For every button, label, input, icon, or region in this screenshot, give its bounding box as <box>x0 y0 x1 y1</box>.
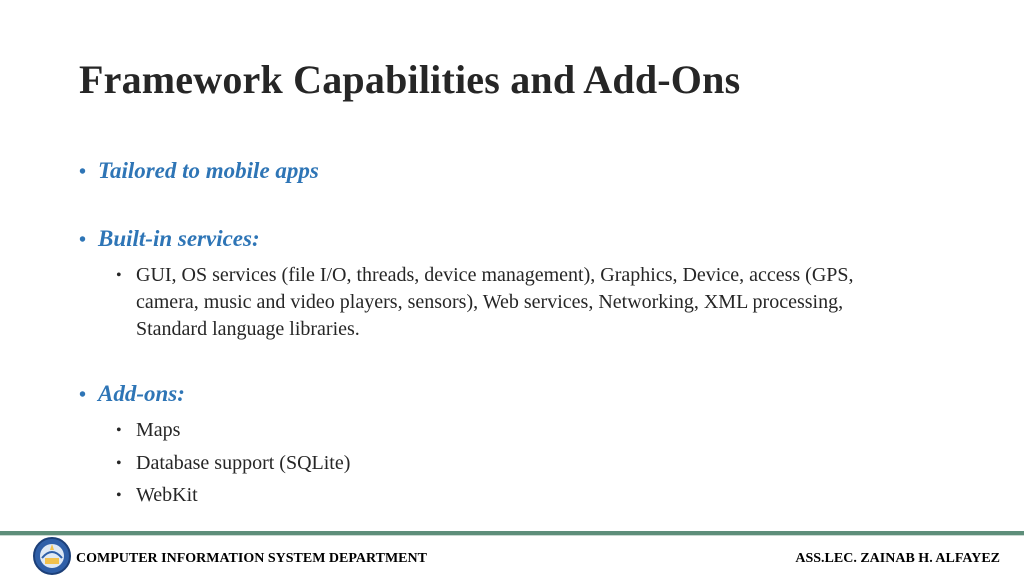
sub-bullet-text: Maps <box>136 419 181 441</box>
bullet-dot-icon: • <box>79 229 87 251</box>
footer-department: COMPUTER INFORMATION SYSTEM DEPARTMENT <box>76 551 427 566</box>
bullet-tailored-to-mobile <box>79 158 319 184</box>
sub-bullet-dot-icon: • <box>116 487 122 504</box>
sub-bullet-webkit <box>116 482 916 509</box>
bullet-label: Tailored to mobile apps <box>98 158 319 183</box>
sub-bullet-dot-icon: • <box>116 455 122 472</box>
footer-author: ASS.LEC. ZAINAB H. ALFAYEZ <box>795 551 1000 566</box>
sub-bullet-database <box>116 450 916 477</box>
slide-title: Framework Capabilities and Add-Ons <box>79 57 741 102</box>
sub-bullet-text: GUI, OS services (file I/O, threads, device management), Graphics, Device, access (GPS, camera, music and video players, sensors), Web services, Networking, XML processing, Standard language libraries. <box>136 264 854 340</box>
sub-bullet-text: WebKit <box>136 484 198 506</box>
university-logo-icon <box>32 536 72 576</box>
sub-bullet-services-list <box>116 262 916 343</box>
bullet-add-ons <box>79 381 185 407</box>
bullet-dot-icon: • <box>79 161 87 183</box>
bullet-built-in-services <box>79 226 260 252</box>
footer-rule-thin <box>0 535 1024 536</box>
sub-bullet-text: Database support (SQLite) <box>136 452 351 474</box>
sub-bullet-dot-icon: • <box>116 267 122 284</box>
sub-bullet-maps <box>116 417 916 444</box>
bullet-label: Built-in services: <box>98 226 260 251</box>
bullet-dot-icon: • <box>79 384 87 406</box>
sub-bullet-dot-icon: • <box>116 422 122 439</box>
bullet-label: Add-ons: <box>98 381 185 406</box>
